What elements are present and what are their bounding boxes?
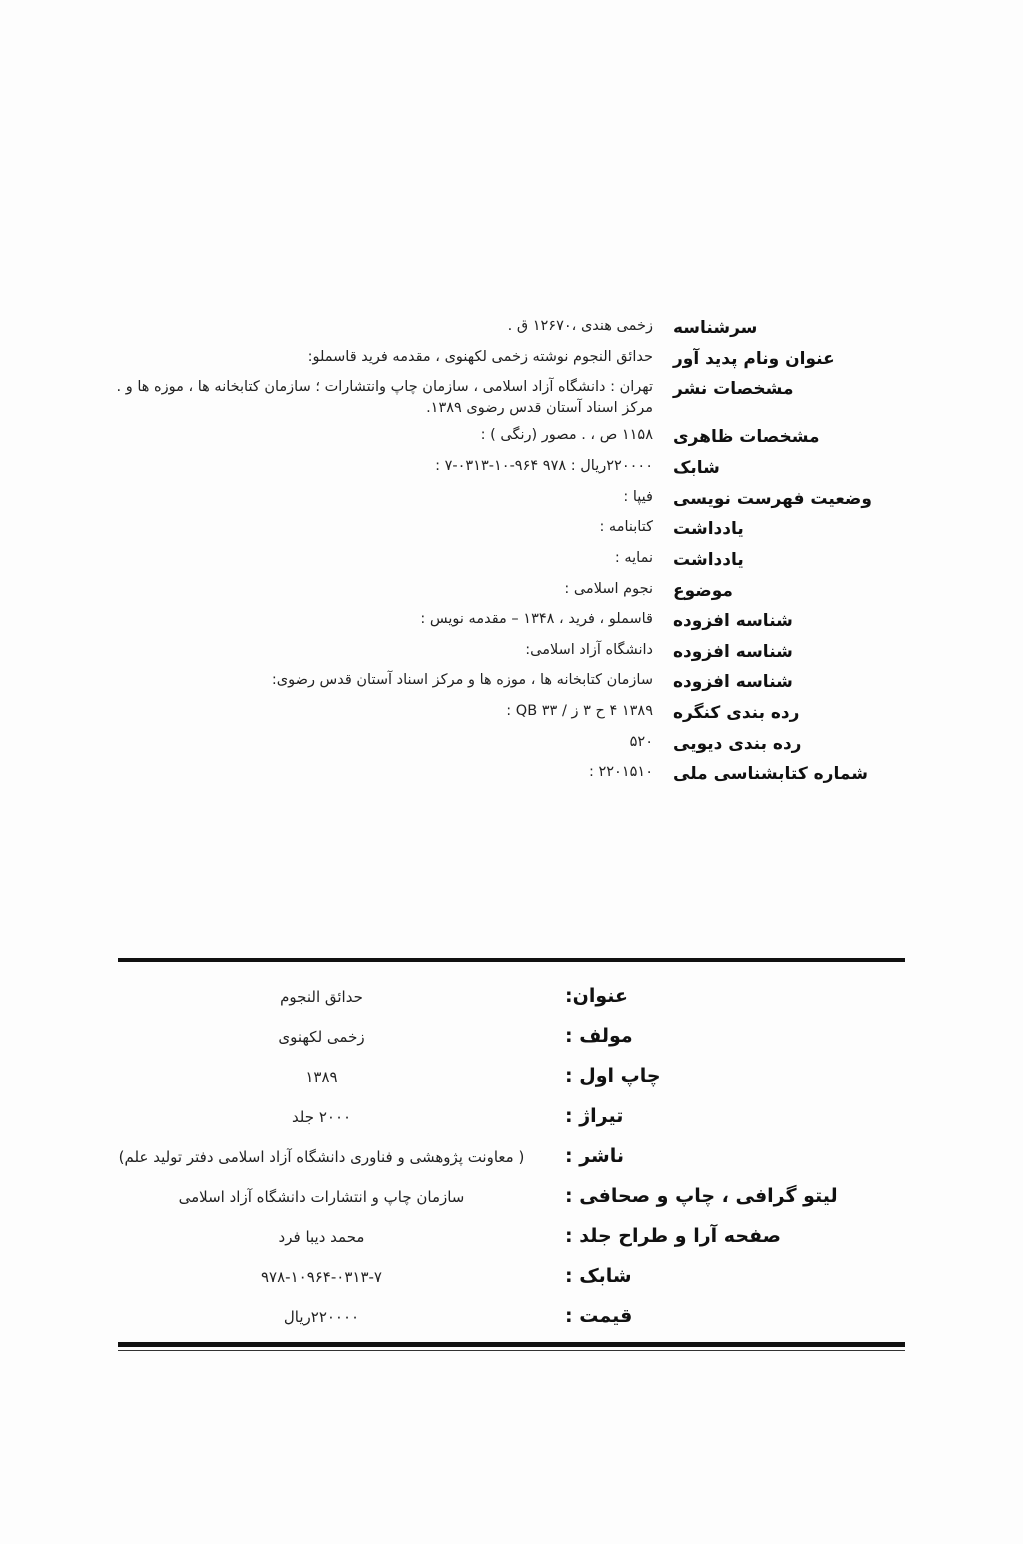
cip-label: یادداشت: [673, 549, 744, 570]
colophon-bottom-rule: [118, 1342, 905, 1347]
colophon-label: ناشر :: [565, 1145, 624, 1167]
cip-label: شابک: [673, 457, 720, 478]
colophon-row: [118, 1256, 905, 1296]
colophon-row: [118, 1016, 905, 1056]
colophon-value: ۲۲۰۰۰۰ریال: [283, 1308, 360, 1326]
cip-value-line: تهران : دانشگاه آزاد اسلامی ، سازمان چاپ وانتشارات ؛ سازمان کتابخانه ها ، موزه ها و .: [116, 379, 653, 396]
cip-row: [60, 347, 963, 372]
cip-value: [60, 640, 655, 661]
cip-value: [60, 762, 655, 783]
colophon-row: [118, 976, 905, 1016]
colophon-value: ۲۰۰۰ جلد: [291, 1108, 352, 1126]
cip-row: [60, 701, 963, 726]
cip-value-line: ۲۲۰۱۵۱۰ :: [588, 764, 653, 781]
colophon-label: چاپ اول :: [565, 1065, 661, 1087]
cip-value-line: ۲۲۰۰۰۰ریال : ۹۷۸ ۹۶۴-۱۰-۰۳۱۳-۷ :: [435, 457, 653, 474]
colophon-label: صفحه آرا و طراح جلد :: [565, 1225, 782, 1247]
colophon-row: [118, 1216, 905, 1256]
cip-label: مشخصات ظاهری: [673, 427, 820, 448]
cip-label: سرشناسه: [673, 318, 758, 338]
cip-row: [60, 609, 963, 634]
cip-row: [60, 762, 963, 787]
cip-label: مشخصات نشر: [673, 379, 794, 400]
cip-label: رده بندی دیویی: [673, 733, 802, 754]
cip-value: [60, 316, 655, 337]
cip-value: [60, 701, 655, 722]
cip-value-line: فیپا :: [623, 488, 653, 505]
colophon-value: ( معاونت پژوهشی و فناوری دانشگاه آزاد اسلامی دفتر تولید علم): [118, 1148, 525, 1166]
cip-value-line: کتابنامه :: [599, 519, 653, 536]
cip-value-line: زخمی هندی ،۱۲۶۷۰ ق .: [507, 318, 653, 334]
colophon-label: تیراژ :: [565, 1105, 624, 1127]
cip-value-line: ۱۳۸۹ ۴ ح ۳ ز / ۳۳ QB :: [506, 703, 653, 720]
cip-label: موضوع: [673, 580, 733, 601]
cip-row: [60, 456, 963, 481]
cip-row: [60, 548, 963, 573]
cip-value-line: سازمان کتابخانه ها ، موزه ها و مرکز اسناد آستان قدس رضوی:: [271, 672, 653, 689]
colophon-block: [118, 958, 905, 1351]
cip-row: [60, 517, 963, 542]
colophon-value: ۱۳۸۹: [305, 1068, 338, 1086]
cip-row: [60, 670, 963, 695]
cip-block: [60, 316, 963, 793]
colophon-top-spacer: [118, 962, 905, 976]
cip-label: رده بندی کنگره: [673, 703, 800, 724]
cip-value: [60, 425, 655, 446]
colophon-label: لیتو گرافی ، چاپ و صحافی :: [565, 1185, 838, 1207]
cip-value: [60, 377, 655, 419]
colophon-row: [118, 1096, 905, 1136]
cip-value-line: حدائق النجوم نوشته زخمی لکهنوی ، مقدمه فرید قاسملو:: [307, 348, 653, 365]
cip-label: شماره کتابشناسی ملی: [673, 764, 868, 785]
cip-value: [60, 609, 655, 630]
cip-row: [60, 487, 963, 512]
cip-label: شناسه افزوده: [673, 672, 793, 693]
cip-row: [60, 377, 963, 419]
cip-label: وضعیت فهرست نویسی: [673, 488, 872, 509]
cip-value-line: ۱۱۵۸ ص ، . مصور (رنگی ) :: [480, 427, 653, 444]
cip-label: شناسه افزوده: [673, 641, 793, 662]
cip-label: عنوان ونام پدید آور: [673, 348, 835, 369]
cip-value-line: قاسملو ، فرید ، ۱۳۴۸ – مقدمه نویس :: [420, 611, 653, 628]
colophon-value: حدائق النجوم: [280, 988, 363, 1006]
colophon-value: سازمان چاپ و انتشارات دانشگاه آزاد اسلامی: [178, 1188, 465, 1206]
colophon-label: قیمت :: [565, 1305, 633, 1327]
cip-value-line: دانشگاه آزاد اسلامی:: [525, 641, 653, 658]
cip-value-line: مرکز اسناد آستان قدس رضوی ۱۳۸۹.: [426, 400, 653, 417]
cip-row: [60, 640, 963, 665]
colophon-row: [118, 1296, 905, 1336]
cip-row: [60, 316, 963, 341]
cip-value-line: نجوم اسلامی :: [564, 580, 653, 597]
cip-value: [60, 456, 655, 477]
cip-value: [60, 517, 655, 538]
cip-value-line: ۵۲۰: [629, 733, 653, 750]
cip-value: [60, 732, 655, 753]
colophon-row: [118, 1136, 905, 1176]
cip-value: [60, 670, 655, 691]
colophon-row: [118, 1056, 905, 1096]
cip-row: [60, 425, 963, 450]
colophon-value: ۹۷۸-۱۰۹۶۴-۰۳۱۳-۷: [261, 1268, 382, 1286]
colophon-value: محمد دیبا فرد: [278, 1228, 365, 1246]
colophon-row: [118, 1176, 905, 1216]
cip-label: شناسه افزوده: [673, 611, 793, 632]
cip-label: یادداشت: [673, 519, 744, 540]
cip-value: [60, 347, 655, 368]
cip-value: [60, 548, 655, 569]
colophon-label: شابک :: [565, 1265, 632, 1287]
colophon-label: عنوان:: [565, 985, 628, 1007]
cip-value-line: نمایه :: [614, 549, 653, 566]
cip-value: [60, 579, 655, 600]
colophon-label: مولف :: [565, 1025, 633, 1047]
colophon-value: زخمی لکهنوی: [278, 1028, 365, 1046]
cip-value: [60, 487, 655, 508]
cip-row: [60, 579, 963, 604]
cip-row: [60, 732, 963, 757]
colophon-bottom-rule-thin: [118, 1350, 905, 1351]
